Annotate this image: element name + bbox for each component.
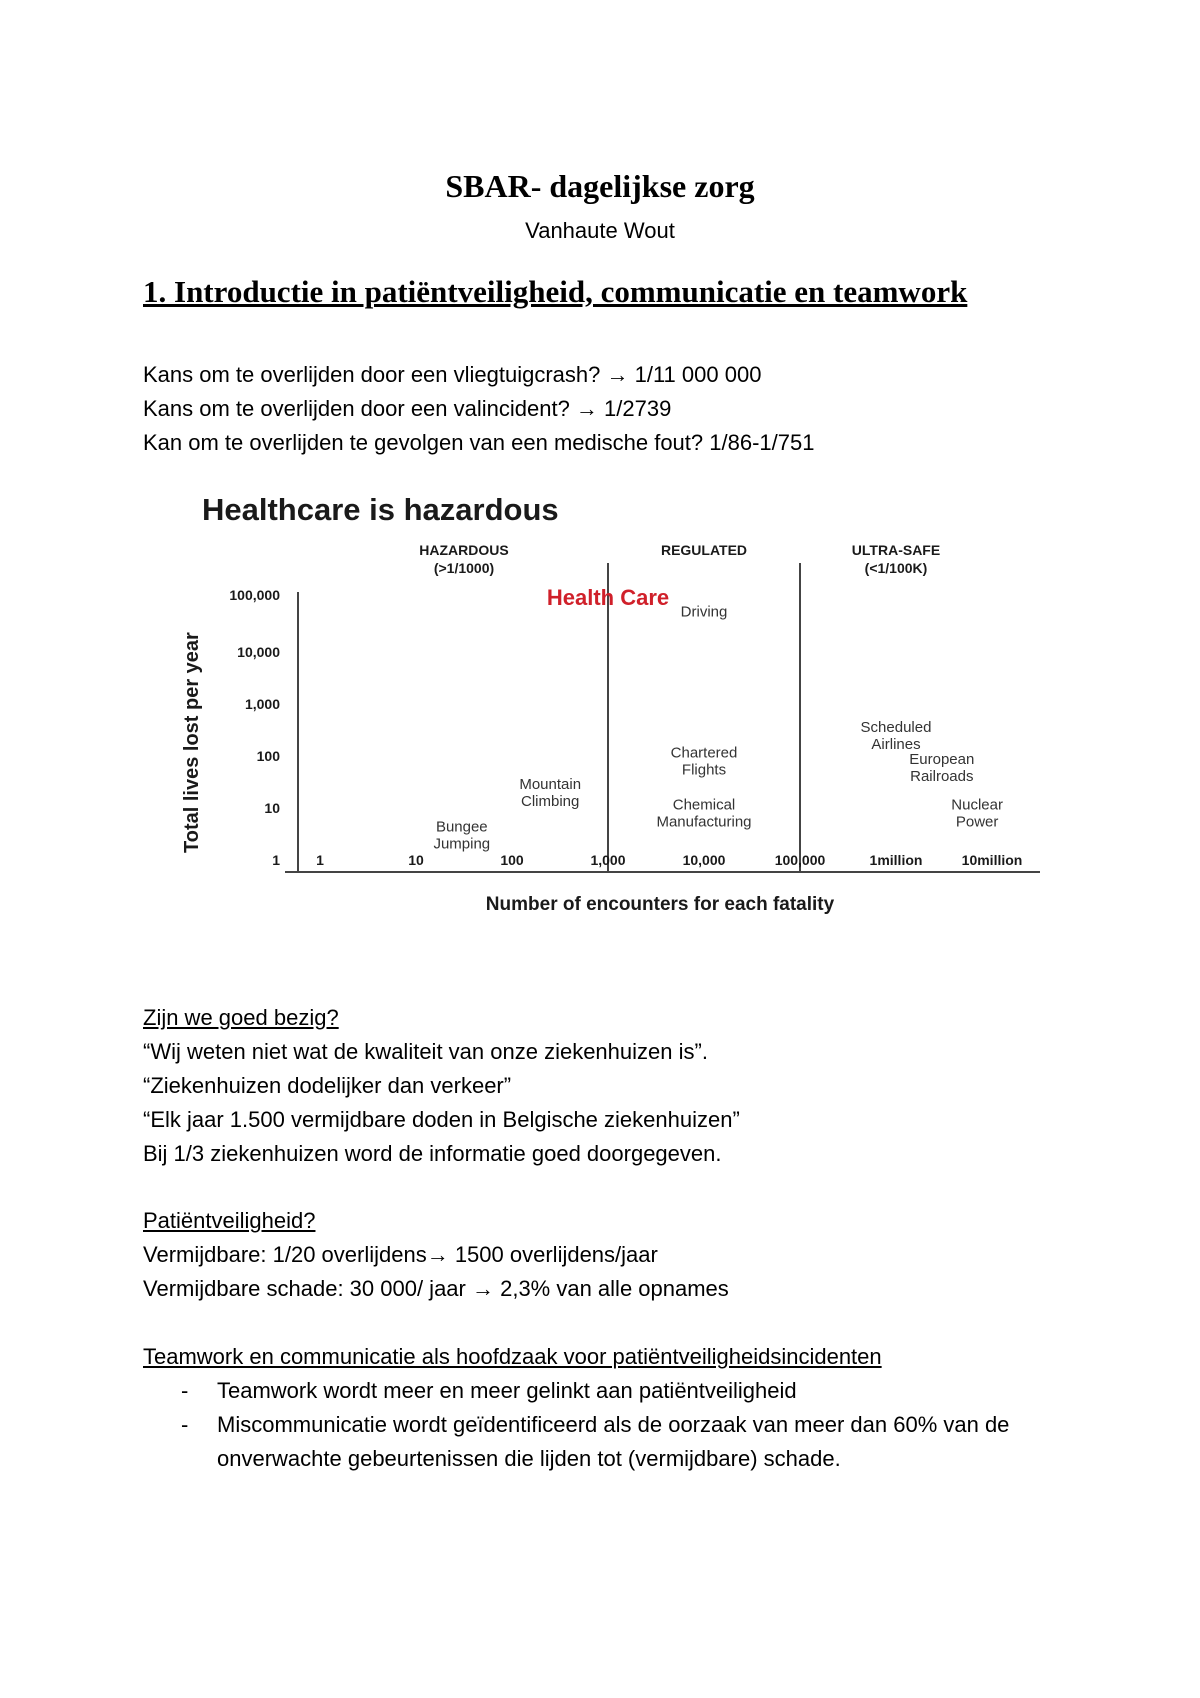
y-tick-label: 10,000 [237,644,280,660]
document-title: SBAR- dagelijkse zorg [445,168,755,204]
y-axis-label: Total lives lost per year [181,632,203,853]
y-tick-label: 100 [256,748,280,764]
data-point-label: Driving [680,603,728,621]
y-tick-label: 1,000 [244,696,280,712]
x-tick-label: 10 [408,852,424,868]
good-heading: Zijn we goed bezig? [143,1005,339,1030]
x-tick-label: 10million [961,852,1023,868]
region-label: REGULATED [660,542,748,558]
hazard-chart [160,475,1060,935]
region-label: HAZARDOUS [419,542,509,558]
document-author: Vanhaute Wout [525,218,675,243]
x-tick-label: 1million [869,852,923,868]
data-point-label: Scheduled Airlines [860,718,932,753]
x-tick-label: 1 [316,852,324,868]
safety-line: Vermijdbare: 1/20 overlijdens→ 1500 overlijdens/jaar [143,1242,658,1267]
teamwork-heading: Teamwork en communicatie als hoofdzaak voor patiëntveiligheidsincidenten [143,1344,882,1369]
region-sublabel: (>1/1000) [433,560,495,576]
y-tick-label: 10 [264,800,280,816]
bullet-marker: - [181,1378,189,1403]
bullet-item: Teamwork wordt meer en meer gelinkt aan patiëntveiligheid [217,1378,797,1403]
x-tick-label: 100 [500,852,524,868]
intro-line: Kans om te overlijden door een vliegtuigcrash? → 1/11 000 000 [143,362,762,387]
good-line: Bij 1/3 ziekenhuizen word de informatie goed doorgegeven. [143,1141,722,1166]
data-point-label: Health Care [546,585,670,610]
x-axis-label: Number of encounters for each fatality [485,894,835,915]
good-line: “Wij weten niet wat de kwaliteit van onze ziekenhuizen is”. [143,1039,708,1064]
intro-line: Kans om te overlijden door een valincident? → 1/2739 [143,396,672,421]
data-point-label: European Railroads [909,751,975,786]
data-point-label: Nuclear Power [951,796,1003,831]
region-label: ULTRA-SAFE [851,542,941,558]
intro-line: Kan om te overlijden te gevolgen van een medische fout? 1/86-1/751 [143,430,815,455]
data-point-label: Chemical Manufacturing [656,796,752,831]
good-line: “Elk jaar 1.500 vermijdbare doden in Belgische ziekenhuizen” [143,1107,740,1132]
data-point-label: Bungee Jumping [433,818,491,853]
good-line: “Ziekenhuizen dodelijker dan verkeer” [143,1073,512,1098]
x-tick-label: 1,000 [590,852,626,868]
y-tick-label: 1 [272,852,280,868]
y-tick-label: 100,000 [229,587,280,603]
x-tick-label: 10,000 [682,852,726,868]
safety-line: Vermijdbare schade: 30 000/ jaar → 2,3% van alle opnames [143,1276,729,1301]
section-heading: 1. Introductie in patiëntveiligheid, communicatie en teamwork [143,274,968,309]
data-point-label: Mountain Climbing [519,775,582,810]
bullet-item: Miscommunicatie wordt geïdentificeerd als de oorzaak van meer dan 60% van de onverwachte gebeurtenissen die lijden tot (vermijdbare) schade. [217,1412,1010,1471]
safety-heading: Patiëntveiligheid? [143,1208,316,1233]
region-sublabel: (<1/100K) [864,560,928,576]
data-point-label: Chartered Flights [670,744,738,779]
chart-title: Healthcare is hazardous [202,492,559,527]
bullet-marker: - [181,1412,189,1437]
x-tick-label: 100,000 [774,852,826,868]
